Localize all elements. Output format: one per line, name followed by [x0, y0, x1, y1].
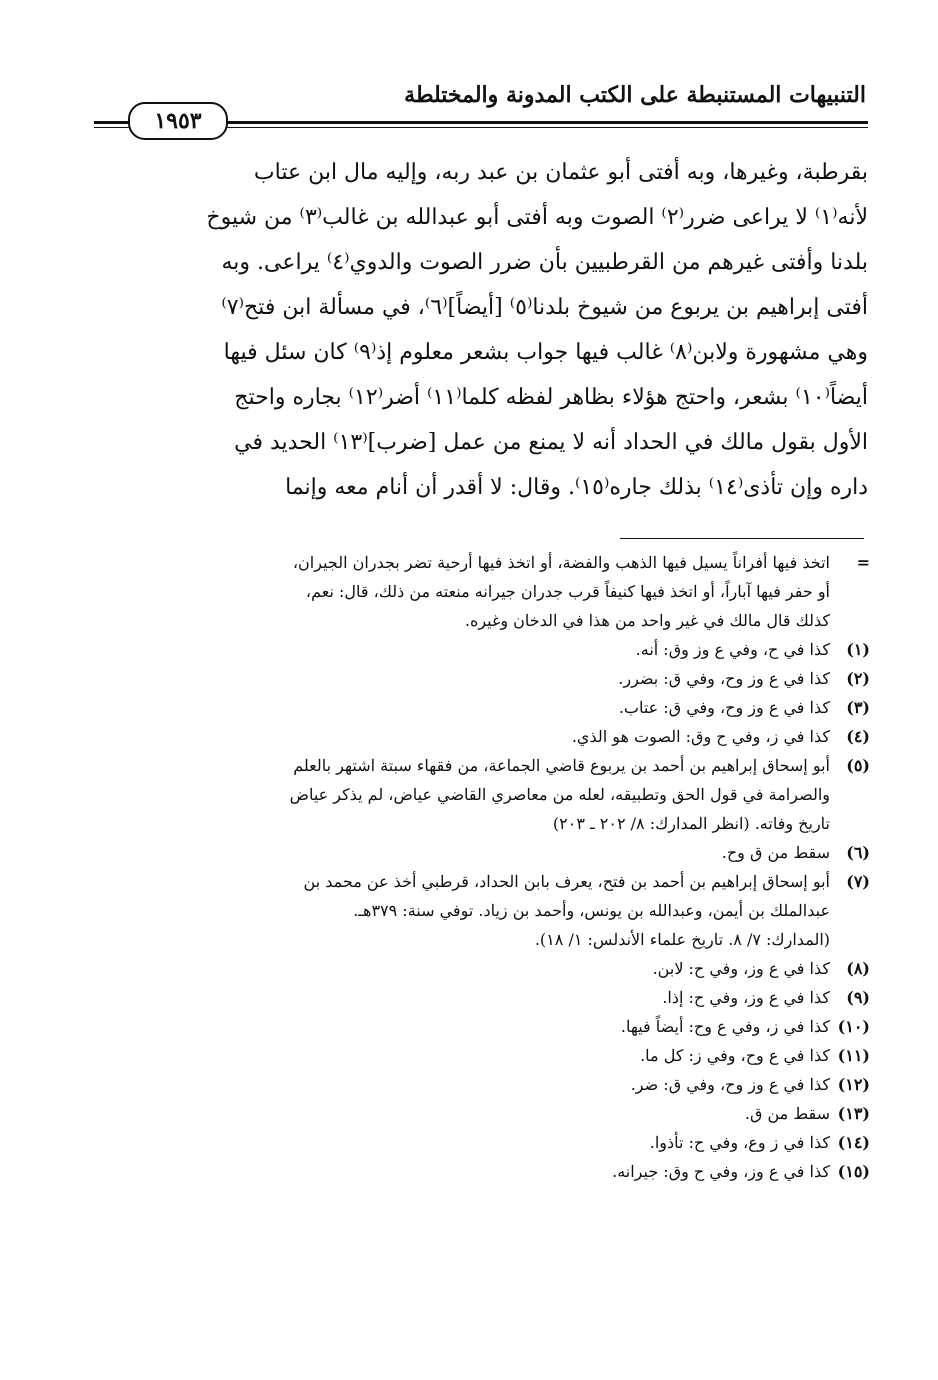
footnote-line: كذا في ز، وفي ع وح: أيضاً فيها. [620, 1017, 830, 1036]
footnote-10 [94, 1012, 870, 1041]
footnote-line: عبدالملك بن أيمن، وعبدالله بن يونس، وأحمد بن زياد. توفي سنة: ٣٧٩هـ. [353, 901, 830, 920]
main-text [94, 150, 868, 510]
footnote-separator [620, 538, 864, 539]
footnote-line: كذا في ع وز وح، وفي ق: عتاب. [618, 698, 830, 717]
footnote-marker: (١) [846, 640, 870, 659]
footnote-line: كذا في ع وز، وفي ح وق: جيرانه. [612, 1162, 830, 1181]
text-line: داره وإن تأذى⁽١٤⁾ بذلك جاره⁽١٥⁾. وقال: لا أقدر أن أنام معه وإنما [285, 475, 868, 500]
footnote-line: كذا في ح، وفي ع وز وق: أنه. [635, 640, 830, 659]
page-number: ١٩٥٣ [128, 102, 228, 140]
text-line: أيضاً⁽١٠⁾ بشعر، واحتج هؤلاء بظاهر لفظه كلما⁽١١⁾ أضر⁽١٢⁾ بجاره واحتج [234, 385, 868, 410]
footnote-marker: (١١) [837, 1046, 870, 1065]
footnote-marker: (١٠) [837, 1017, 870, 1036]
footnote-line: كذا في ز وع، وفي ح: تأذوا. [649, 1133, 830, 1152]
footnote-marker: (١٤) [837, 1133, 870, 1152]
footnote-line: والصرامة في قول الحق وتطبيقه، لعله من معاصري القاضي عياض، لم يذكر عياض [289, 785, 830, 804]
footnote-line: كذا في ز، وفي ح وق: الصوت هو الذي. [571, 727, 830, 746]
footnote-line: أبو إسحاق إبراهيم بن أحمد بن فتح، يعرف بابن الحداد، قرطبي أخذ عن محمد بن [303, 872, 830, 891]
footnote-line: كذا في ع وز، وفي ح: إذا. [662, 988, 830, 1007]
footnote-marker: (٥) [846, 756, 870, 775]
footnote-marker: (٤) [846, 727, 870, 746]
footnote-marker: (٦) [846, 843, 870, 862]
footnote-line: كذا في ع وز وح، وفي ق: ضر. [630, 1075, 830, 1094]
footnote-13 [94, 1099, 870, 1128]
footnote-11 [94, 1041, 870, 1070]
footnote-marker: = [856, 553, 870, 572]
text-line: أفتى إبراهيم بن يربوع من شيوخ بلدنا⁽٥⁾ [أيضاً]⁽٦⁾، في مسألة ابن فتح⁽٧⁾ [221, 295, 868, 320]
text-line: بلدنا وأفتى غيرهم من القرطبيين بأن ضرر الصوت والدوي⁽٤⁾ يراعى. وبه [221, 250, 868, 275]
footnote-line: أبو إسحاق إبراهيم بن أحمد بن يربوع قاضي الجماعة، من فقهاء سبتة اشتهر بالعلم [293, 756, 830, 775]
footnote-14 [94, 1128, 870, 1157]
footnotes [94, 548, 870, 1186]
footnote-line: أو حفر فيها آباراً، أو اتخذ فيها كنيفاً قرب جدران جيرانه منعته من ذلك، قال: نعم، [305, 582, 830, 601]
footnote-marker: (١٢) [837, 1075, 870, 1094]
footnote-line: اتخذ فيها أفراناً يسيل فيها الذهب والفضة، أو اتخذ فيها أرحية تضر بجدران الجيران، [292, 553, 830, 572]
footnote-line: كذا في ع وز وح، وفي ق: بضرر. [618, 669, 830, 688]
text-line: وهي مشهورة ولابن⁽٨⁾ غالب فيها جواب بشعر معلوم إذ⁽٩⁾ كان سئل فيها [223, 340, 868, 365]
footnote-7 [94, 867, 870, 954]
footnote-line: كذلك قال مالك في غير واحد من هذا في الدخان وغيره. [464, 611, 830, 630]
footnote-marker: (١٥) [837, 1162, 870, 1181]
footnote-4 [94, 722, 870, 751]
text-line: الأول بقول مالك في الحداد أنه لا يمنع من عمل [ضرب]⁽١٣⁾ الحديد في [234, 430, 868, 455]
text-line: لأنه⁽١⁾ لا يراعى ضرر⁽٢⁾ الصوت وبه أفتى أبو عبدالله بن غالب⁽٣⁾ من شيوخ [206, 205, 868, 230]
footnote-line: كذا في ع وح، وفي ز: كل ما. [640, 1046, 830, 1065]
footnote-marker: (٣) [846, 698, 870, 717]
footnote-1 [94, 635, 870, 664]
footnote-continuation [94, 548, 870, 635]
footnote-marker: (١٣) [837, 1104, 870, 1123]
footnote-5 [94, 751, 870, 838]
footnote-3 [94, 693, 870, 722]
footnote-line: سقط من ق. [744, 1104, 830, 1123]
footnote-line: (المدارك: ٧/ ٨. تاريخ علماء الأندلس: ١/ ١٨). [534, 930, 830, 949]
running-title: التنبيهات المستنبطة على الكتب المدونة والمختلطة [404, 82, 866, 108]
footnote-line: كذا في ع وز، وفي ح: لابن. [652, 959, 830, 978]
footnote-marker: (٨) [846, 959, 870, 978]
footnote-2 [94, 664, 870, 693]
footnote-line: تاريخ وفاته. (انظر المدارك: ٨/ ٢٠٢ ـ ٢٠٣) [552, 814, 830, 833]
footnote-marker: (٢) [846, 669, 870, 688]
footnote-12 [94, 1070, 870, 1099]
footnote-8 [94, 954, 870, 983]
footnote-9 [94, 983, 870, 1012]
footnote-marker: (٧) [846, 872, 870, 891]
footnote-line: سقط من ق وح. [721, 843, 830, 862]
text-line: بقرطبة، وغيرها، وبه أفتى أبو عثمان بن عبد ربه، وإليه مال ابن عتاب [253, 160, 868, 185]
footnote-6 [94, 838, 870, 867]
footnote-marker: (٩) [846, 988, 870, 1007]
footnote-15 [94, 1157, 870, 1186]
